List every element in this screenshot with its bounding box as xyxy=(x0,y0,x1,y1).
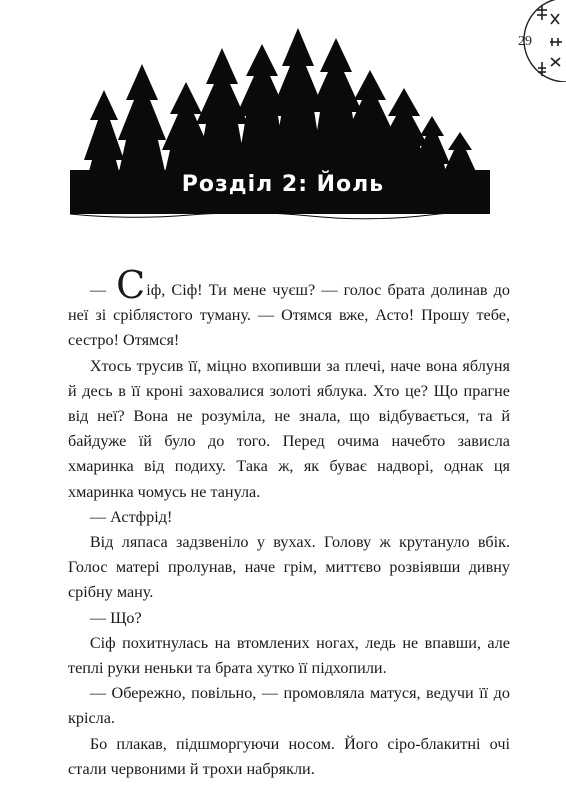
page-number: 29 xyxy=(518,34,532,49)
drop-cap: С xyxy=(116,263,146,307)
paragraph: Від ляпаса задзвеніло у вухах. Голову ж крутануло вбік. Голос матері пролунав, наче грім, миттєво розвіявши дивну срібну ману. xyxy=(68,533,510,602)
chapter-title: Розділ 2: Йоль xyxy=(181,172,385,197)
paragraph: Сіф похитнулась на втомлених ногах, ледь не впавши, але теплі руки неньки та брата хутко її підхопили. xyxy=(68,633,510,678)
paragraph: — Обережно, повільно, — промовляла матуся, ведучи її до крісла. xyxy=(68,684,510,728)
paragraph-text: іф, Сіф! Ти мене чуєш? — голос брата долинав до неї зі сріблястого туману. — Отямся вже, Асто! Прошу тебе, сестро! Отямся! xyxy=(68,281,511,350)
chapter-body xyxy=(68,263,511,782)
paragraph: Хтось трусив її, міцно вхопивши за плечі, наче вона яблуня й десь в її кроні заховалися золоті яблука. Хто це? Що прагне від неї? Вона не розуміла, не знала, що відбувається, та й байдуже їй було до того. Перед очима начебто зависла хмаринка від подиху. Така ж, як буває надворі, однак ця хмаринка чомусь не танула. xyxy=(68,356,510,501)
paragraph: — Астфрід! xyxy=(89,507,173,526)
paragraph: — Що? xyxy=(89,608,142,627)
paragraph xyxy=(68,263,511,354)
paragraph: Бо плакав, підшморгуючи носом. Його сіро-блакитні очі стали червоними й трохи набрякли. xyxy=(68,734,510,778)
dialogue-dash: — xyxy=(89,281,113,299)
runic-compass-icon xyxy=(504,0,566,82)
